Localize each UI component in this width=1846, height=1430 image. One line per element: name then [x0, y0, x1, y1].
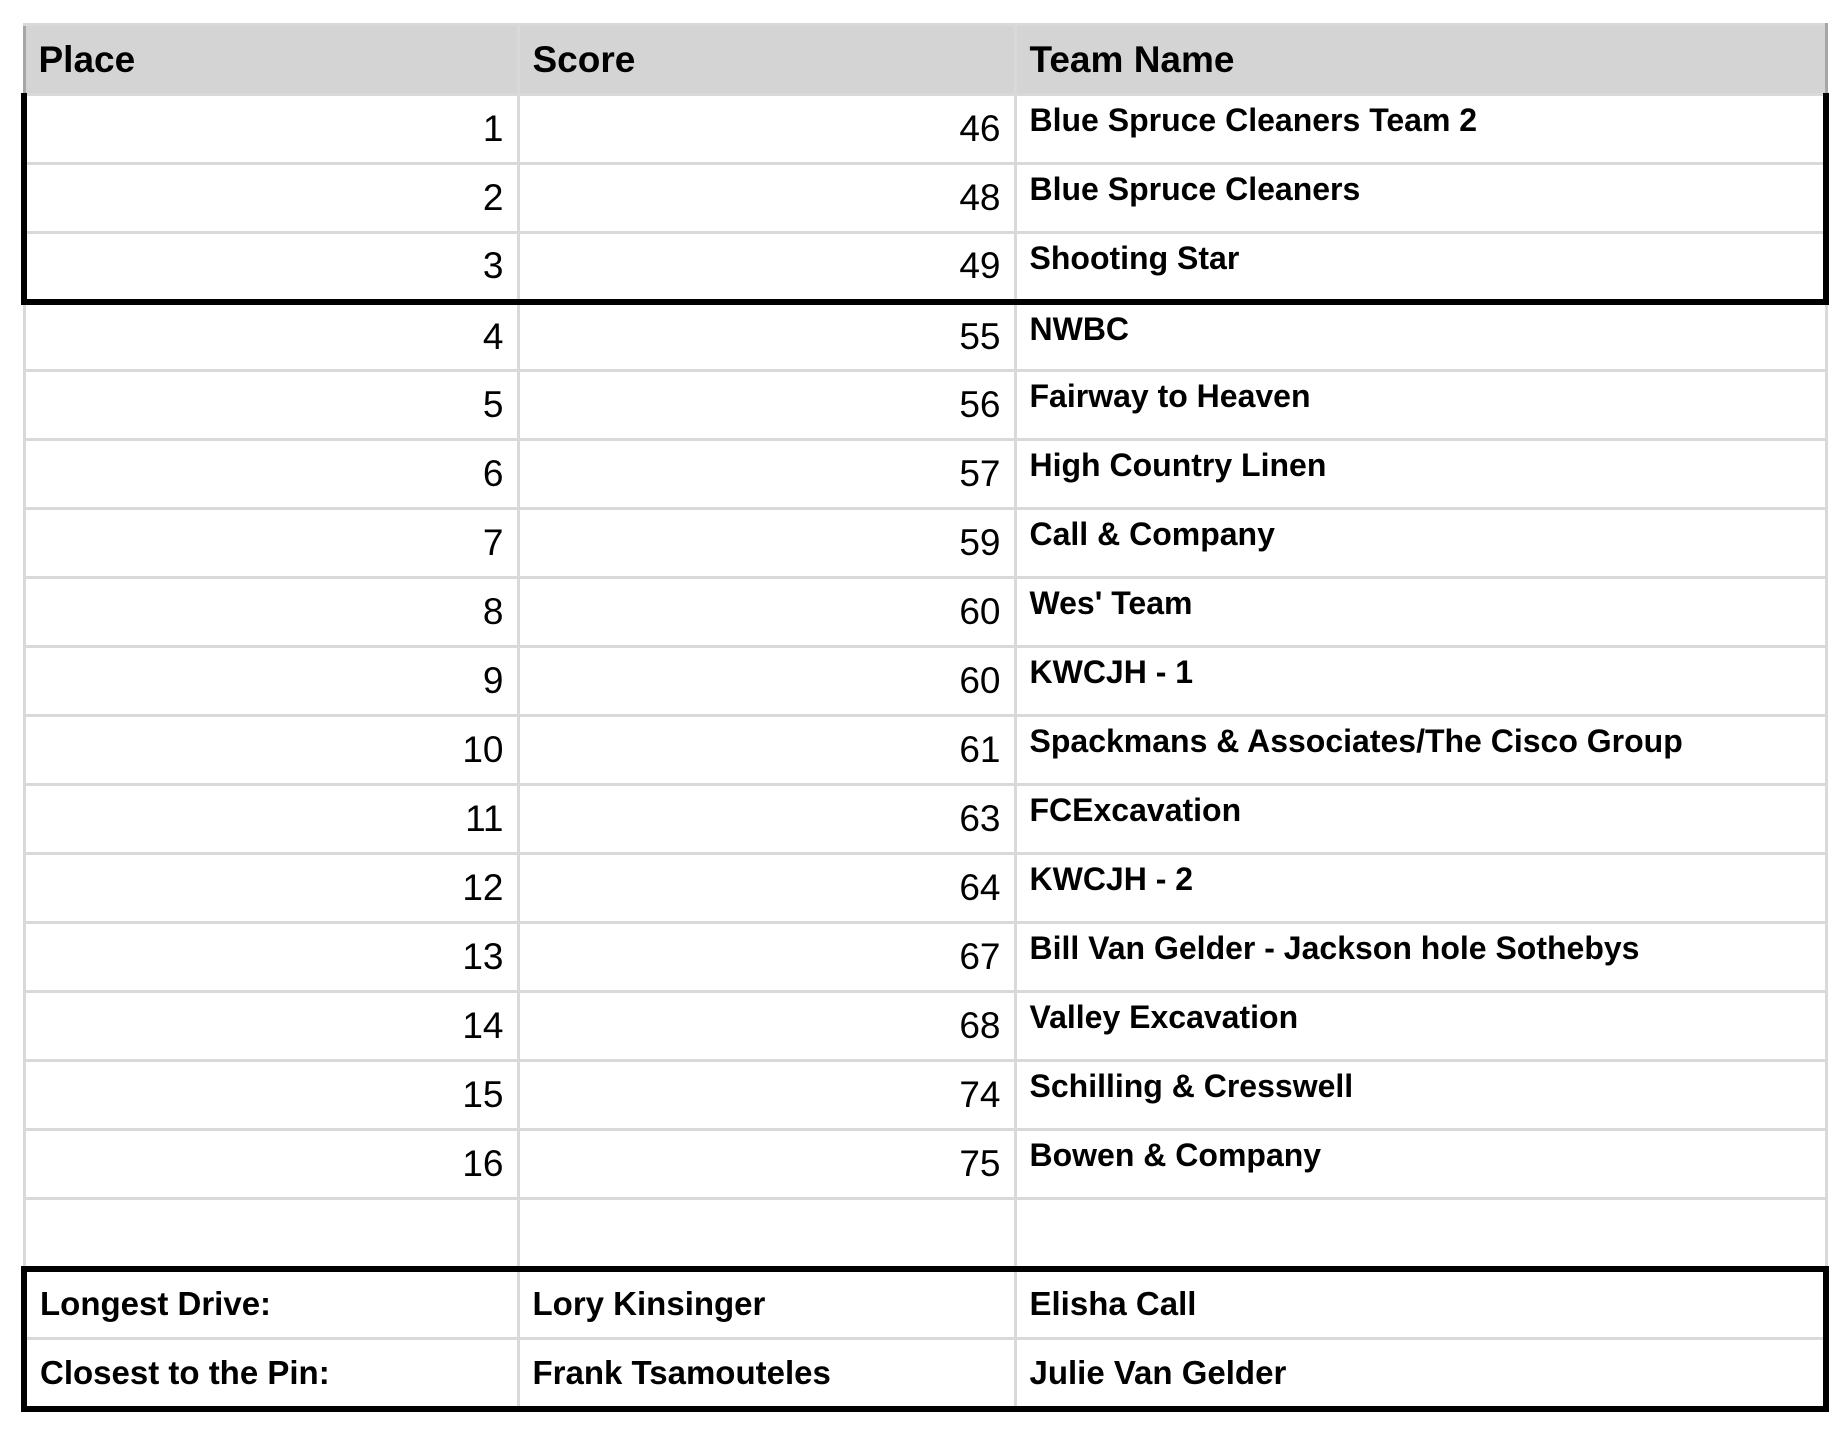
team-name-cell: Valley Excavation: [1015, 992, 1826, 1061]
award-label: Closest to the Pin:: [24, 1339, 518, 1409]
empty-cell: [24, 1199, 518, 1269]
header-row: [24, 25, 1826, 95]
table-row: [24, 95, 1826, 164]
team-name-cell: Schilling & Cresswell: [1015, 1061, 1826, 1130]
longest-drive-row: [24, 1269, 1826, 1339]
results-table: [21, 23, 1829, 1412]
place-cell: 7: [24, 509, 518, 578]
place-cell: 8: [24, 578, 518, 647]
place-cell: 15: [24, 1061, 518, 1130]
table-row: [24, 647, 1826, 716]
empty-cell: [1015, 1199, 1826, 1269]
score-cell: 49: [518, 233, 1015, 302]
team-name-cell: NWBC: [1015, 302, 1826, 371]
score-cell: 61: [518, 716, 1015, 785]
table-row: [24, 440, 1826, 509]
score-cell: 46: [518, 95, 1015, 164]
results-sheet: [21, 23, 1846, 1412]
team-name-cell: Blue Spruce Cleaners: [1015, 164, 1826, 233]
team-name-cell: KWCJH - 2: [1015, 854, 1826, 923]
score-cell: 48: [518, 164, 1015, 233]
standings-body: [24, 95, 1826, 1269]
award-winner: Frank Tsamouteles: [518, 1339, 1015, 1409]
closest-to-pin-row: [24, 1339, 1826, 1409]
empty-row: [24, 1199, 1826, 1269]
table-row: [24, 992, 1826, 1061]
place-cell: 6: [24, 440, 518, 509]
score-cell: 74: [518, 1061, 1015, 1130]
awards-section: [24, 1269, 1826, 1409]
award-winner: Elisha Call: [1015, 1269, 1826, 1339]
team-name-cell: Bowen & Company: [1015, 1130, 1826, 1199]
place-cell: 10: [24, 716, 518, 785]
score-cell: 60: [518, 647, 1015, 716]
table-row: [24, 509, 1826, 578]
place-cell: 5: [24, 371, 518, 440]
table-row: [24, 302, 1826, 371]
score-cell: 59: [518, 509, 1015, 578]
team-name-cell: Fairway to Heaven: [1015, 371, 1826, 440]
place-cell: 4: [24, 302, 518, 371]
score-cell: 64: [518, 854, 1015, 923]
award-winner: Julie Van Gelder: [1015, 1339, 1826, 1409]
team-name-cell: KWCJH - 1: [1015, 647, 1826, 716]
score-cell: 75: [518, 1130, 1015, 1199]
place-cell: 12: [24, 854, 518, 923]
place-cell: 1: [24, 95, 518, 164]
place-cell: 14: [24, 992, 518, 1061]
score-cell: 60: [518, 578, 1015, 647]
table-row: [24, 1061, 1826, 1130]
table-row: [24, 371, 1826, 440]
table-row: [24, 164, 1826, 233]
score-cell: 57: [518, 440, 1015, 509]
table-header: [24, 25, 1826, 95]
team-name-cell: Call & Company: [1015, 509, 1826, 578]
table-row: [24, 1130, 1826, 1199]
col-header-place: Place: [24, 25, 518, 95]
team-name-cell: Blue Spruce Cleaners Team 2: [1015, 95, 1826, 164]
col-header-team-name: Team Name: [1015, 25, 1826, 95]
place-cell: 3: [24, 233, 518, 302]
score-cell: 55: [518, 302, 1015, 371]
team-name-cell: Spackmans & Associates/The Cisco Group: [1015, 716, 1826, 785]
place-cell: 13: [24, 923, 518, 992]
place-cell: 16: [24, 1130, 518, 1199]
table-row: [24, 578, 1826, 647]
team-name-cell: Shooting Star: [1015, 233, 1826, 302]
team-name-cell: Wes' Team: [1015, 578, 1826, 647]
award-label: Longest Drive:: [24, 1269, 518, 1339]
place-cell: 11: [24, 785, 518, 854]
team-name-cell: Bill Van Gelder - Jackson hole Sothebys: [1015, 923, 1826, 992]
table-row: [24, 233, 1826, 302]
score-cell: 56: [518, 371, 1015, 440]
empty-cell: [518, 1199, 1015, 1269]
place-cell: 9: [24, 647, 518, 716]
team-name-cell: High Country Linen: [1015, 440, 1826, 509]
score-cell: 63: [518, 785, 1015, 854]
col-header-score: Score: [518, 25, 1015, 95]
table-row: [24, 923, 1826, 992]
award-winner: Lory Kinsinger: [518, 1269, 1015, 1339]
team-name-cell: FCExcavation: [1015, 785, 1826, 854]
table-row: [24, 785, 1826, 854]
score-cell: 67: [518, 923, 1015, 992]
score-cell: 68: [518, 992, 1015, 1061]
table-row: [24, 716, 1826, 785]
place-cell: 2: [24, 164, 518, 233]
table-row: [24, 854, 1826, 923]
